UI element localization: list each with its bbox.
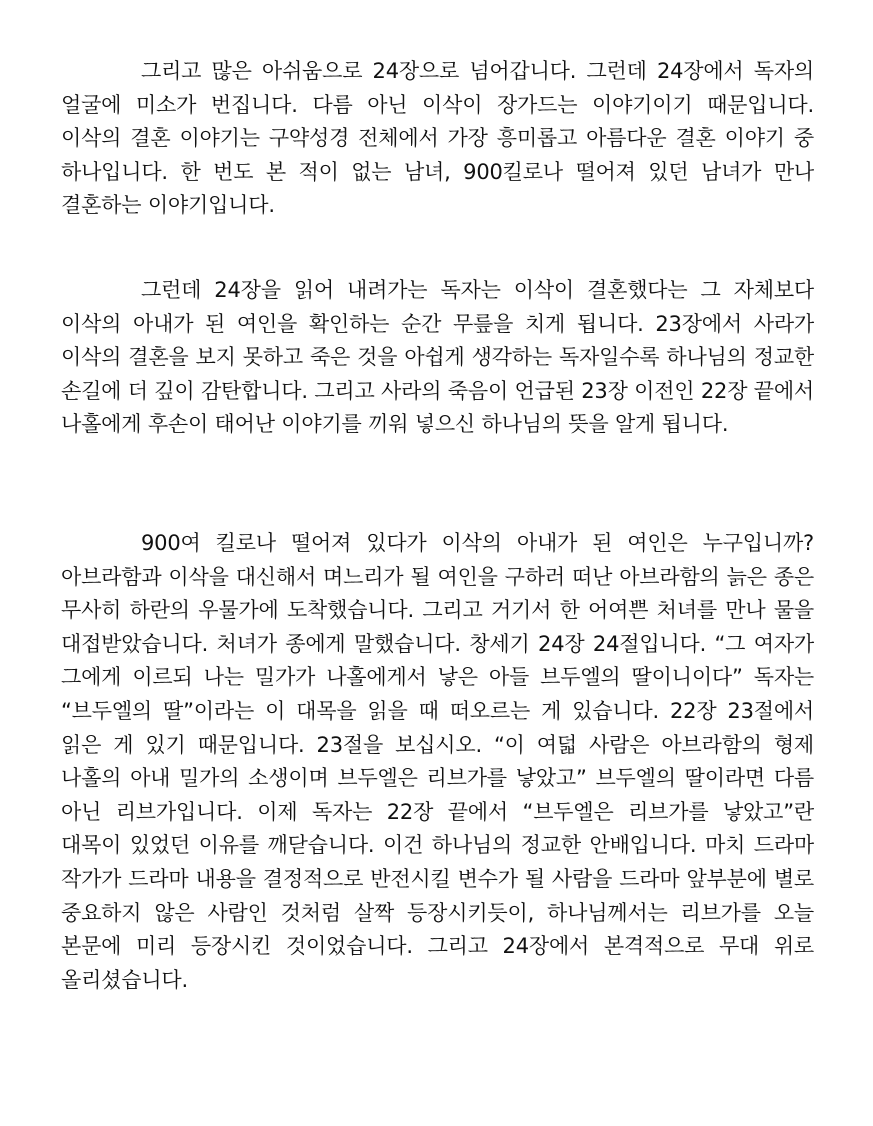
paragraph-3: 900여 킬로나 떨어져 있다가 이삭의 아내가 된 여인은 누구입니까? 아브라함과 이삭을 대신해서 며느리가 될 여인을 구하러 떠난 아브라함의 늙은 종은 무사히 하란의 우물가에 도착했습니다. 그리고 거기서 한 어여쁜 처녀를 만나 물을 대접받았습니다. 처녀가 종에게 말했습니다. 창세기 24장 24절입니다. “그 여자가 그에게 이르되 나는 밀가가 나홀에게서 낳은 아들 브두엘의 딸이니이다” 독자는 “브두엘의 딸”이라는 이 대목을 읽을 때 떠오르는 게 있습니다. 22장 23절에서 읽은 게 있기 때문입니다. 23절을 보십시오. “이 여덟 사람은 아브라함의 형제 나홀의 아내 밀가의 소생이며 브두엘은 리브가를 낳았고” 브두엘의 딸이라면 다름 아닌 리브가입니다. 이제 독자는 22장 끝에서 “브두엘은 리브가를 낳았고”란 대목이 있었던 이유를 깨닫습니다. 이건 하나님의 정교한 안배입니다. 마치 드라마 작가가 드라마 내용을 결정적으로 반전시킬 변수가 될 사람을 드라마 앞부분에 별로 중요하지 않은 사람인 것처럼 살짝 등장시키듯이, 하나님께서는 리브가를 오늘 본문에 미리 등장시킨 것이었습니다. 그리고 24장에서 본격적으로 무대 위로 올리셨습니다.	[61, 531, 814, 992]
paragraph-1: 그리고 많은 아쉬움으로 24장으로 넘어갑니다. 그런데 24장에서 독자의 얼굴에 미소가 번집니다. 다름 아닌 이삭이 장가드는 이야기이기 때문입니다. 이삭의 결혼 이야기는 구약성경 전체에서 가장 흥미롭고 아름다운 결혼 이야기 중 하나입니다. 한 번도 본 적이 없는 남녀, 900킬로나 떨어져 있던 남녀가 만나 결혼하는 이야기입니다.	[61, 59, 814, 218]
paragraph-2: 그런데 24장을 읽어 내려가는 독자는 이삭이 결혼했다는 그 자체보다 이삭의 아내가 된 여인을 확인하는 순간 무릎을 치게 됩니다. 23장에서 사라가 이삭의 결혼을 보지 못하고 죽은 것을 아쉽게 생각하는 독자일수록 하나님의 정교한 손길에 더 깊이 감탄합니다. 그리고 사라의 죽음이 언급된 23장 이전인 22장 끝에서 나홀에게 후손이 태어난 이야기를 끼워 넣으신 하나님의 뜻을 알게 됩니다.	[61, 278, 815, 437]
